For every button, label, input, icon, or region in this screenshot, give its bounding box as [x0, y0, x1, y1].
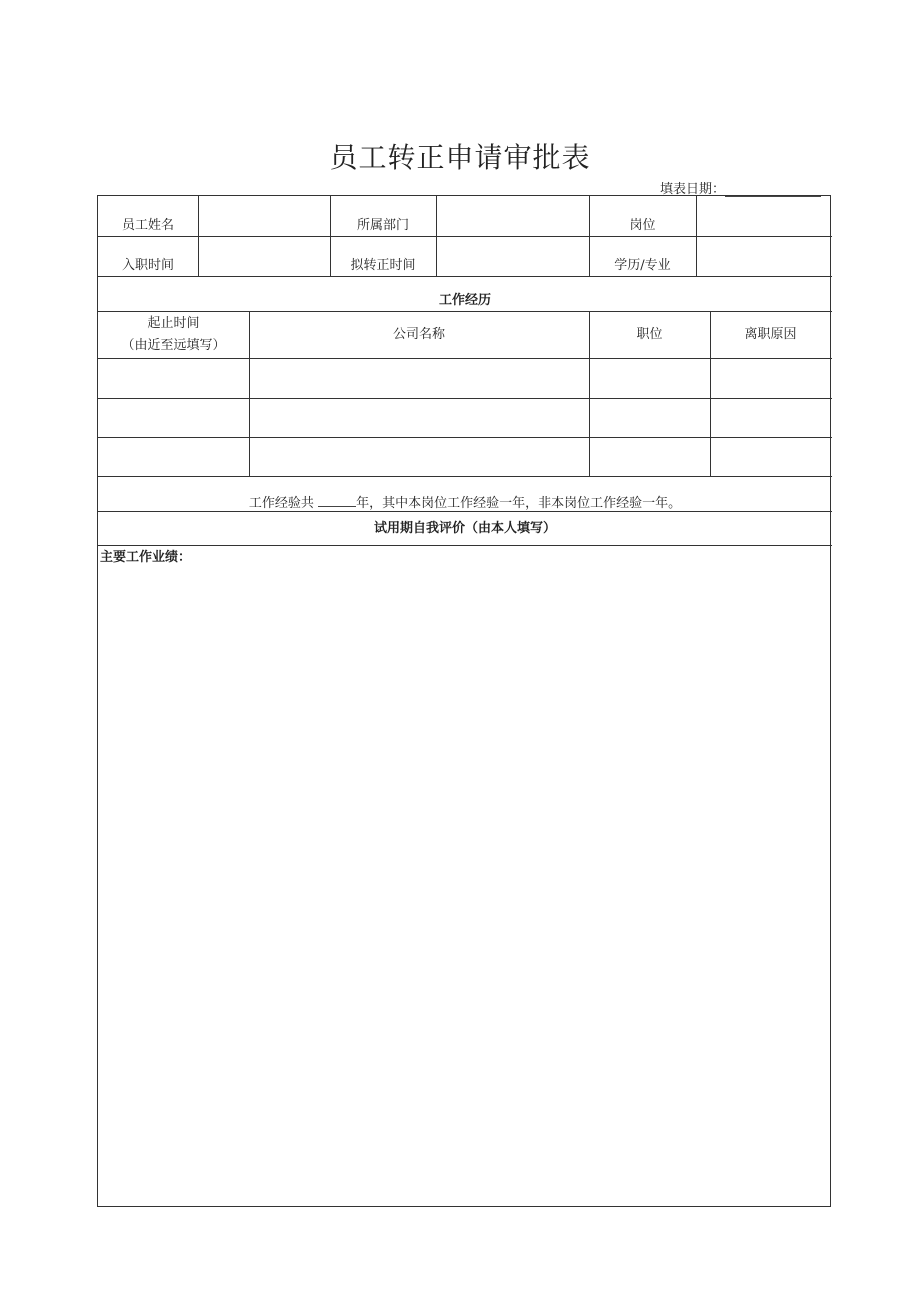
- education-label: 学历/专业: [614, 258, 671, 273]
- self-eval-title: 试用期自我评价（由本人填写）: [373, 521, 556, 536]
- join-date-field[interactable]: [199, 237, 330, 276]
- education-field[interactable]: [697, 237, 831, 276]
- position-label: 岗位: [629, 218, 656, 233]
- history-row-3-reason[interactable]: [711, 438, 831, 476]
- join-date-label: 入职时间: [121, 258, 174, 273]
- achievements-textarea[interactable]: [99, 568, 830, 1206]
- experience-text-part1: 工作经验共: [248, 496, 319, 511]
- history-row-2-company[interactable]: [250, 399, 589, 437]
- period-header-line1: 起止时间: [147, 316, 200, 331]
- history-row-3-period[interactable]: [99, 438, 249, 476]
- approval-form: [97, 195, 831, 1207]
- work-history-title: 工作经历: [438, 293, 491, 308]
- history-row-1-company[interactable]: [250, 359, 589, 398]
- history-row-3-position[interactable]: [590, 438, 710, 476]
- leave-reason-header: 离职原因: [744, 327, 797, 342]
- company-header: 公司名称: [392, 327, 445, 342]
- period-header: [98, 315, 249, 355]
- employee-name-label: 员工姓名: [121, 218, 174, 233]
- history-row-2-position[interactable]: [590, 399, 710, 437]
- regularize-date-field[interactable]: [437, 237, 589, 276]
- job-title-header: 职位: [636, 327, 663, 342]
- form-title: 员工转正申请审批表: [329, 141, 591, 174]
- employee-name-field[interactable]: [199, 197, 330, 236]
- history-row-1-position[interactable]: [590, 359, 710, 398]
- history-row-2-reason[interactable]: [711, 399, 831, 437]
- department-field[interactable]: [437, 197, 589, 236]
- history-row-1-reason[interactable]: [711, 359, 831, 398]
- experience-text-part2: 年，其中本岗位工作经验一年，非本岗位工作经验一年。: [356, 496, 682, 511]
- experience-years-input[interactable]: [318, 494, 356, 507]
- regularize-date-label: 拟转正时间: [350, 258, 416, 273]
- history-row-1-period[interactable]: [99, 359, 249, 398]
- achievements-label: 主要工作业绩：: [100, 550, 192, 565]
- fill-date-label: 填表日期：: [660, 182, 726, 197]
- period-header-line2: （由近至远填写）: [121, 338, 226, 353]
- position-field[interactable]: [697, 197, 831, 236]
- experience-summary: [98, 492, 832, 511]
- history-row-2-period[interactable]: [99, 399, 249, 437]
- department-label: 所属部门: [356, 218, 409, 233]
- history-row-3-company[interactable]: [250, 438, 589, 476]
